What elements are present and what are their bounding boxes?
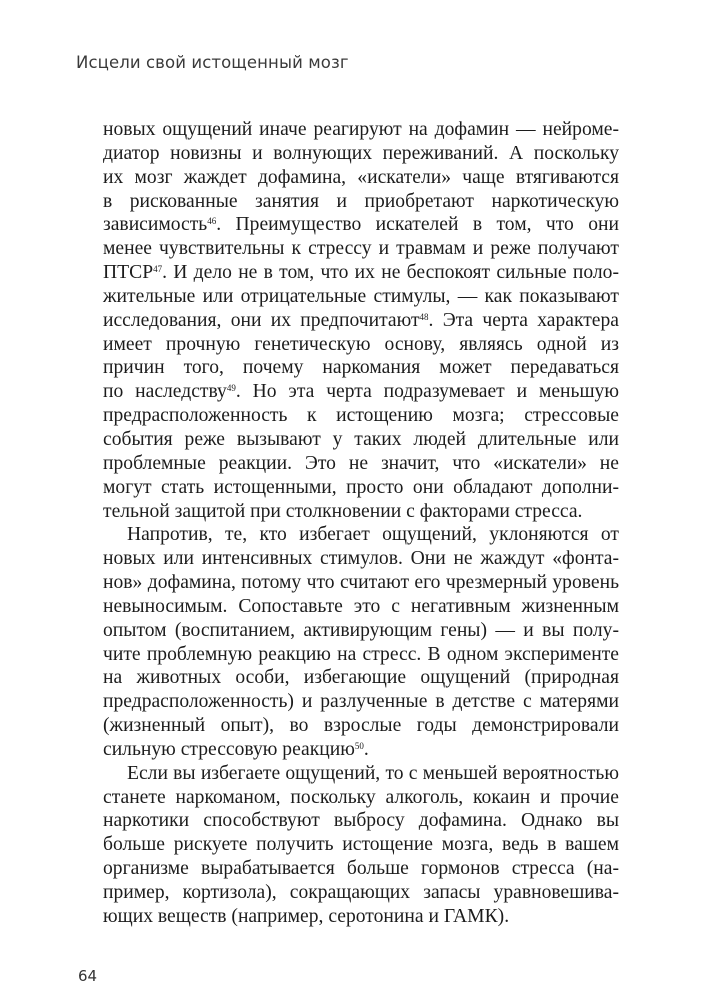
text-run: на животных особи, избегающие ощущений (природная — [103, 667, 619, 689]
text-line — [103, 547, 619, 571]
text-run: менее чувствительны к стрессу и травмам и реже получают — [103, 238, 619, 260]
page-number: 64 — [78, 967, 98, 985]
text-run: предрасположенность) и разлученные в детстве с матерями — [103, 691, 619, 713]
text-line — [103, 476, 619, 500]
paragraph — [103, 762, 619, 929]
text-run: события реже вызывают у таких людей длительные или — [103, 428, 619, 450]
text-run: пример, кортизола), сокращающих запасы уравновешива- — [103, 882, 619, 903]
text-run: могут стать истощенными, просто они обладают дополни- — [103, 476, 619, 498]
text-run: диатор новизны и волнующих переживаний. А поскольку — [103, 142, 619, 164]
text-line — [103, 690, 619, 714]
text-line — [103, 190, 619, 214]
text-line — [103, 905, 619, 929]
text-line — [103, 666, 619, 690]
text-run: невыносимым. Сопоставьте это с негативным жизненным — [103, 595, 619, 617]
text-run: больше рискуете получить истощение мозга, ведь в вашем — [103, 834, 619, 856]
text-line — [103, 881, 619, 905]
text-run: опытом (воспитанием, активирующим гены) — и вы полу- — [103, 619, 619, 641]
text-run: в рискованные занятия и приобретают наркотическую — [103, 190, 619, 212]
text-run: Напротив, те, кто избегает ощущений, уклоняются от — [127, 524, 619, 546]
text-run: ПТСР — [103, 262, 154, 284]
text-run: новых или интенсивных стимулов. Они не жаждут «фонта- — [103, 548, 619, 570]
footnote-ref: 48 — [419, 311, 429, 322]
text-run: новых ощущений иначе реагируют на дофамин — нейроме- — [103, 119, 619, 140]
text-line — [103, 261, 619, 285]
text-line — [103, 786, 619, 810]
text-run: ющих веществ (например, серотонина и ГАМК). — [103, 905, 510, 927]
text-line — [103, 571, 619, 595]
text-line — [103, 428, 619, 452]
text-line — [103, 523, 619, 547]
text-line — [103, 166, 619, 190]
text-run: по наследству — [103, 381, 227, 403]
text-run: чите проблемную реакцию на стресс. В одном эксперименте — [103, 643, 619, 665]
text-line — [103, 738, 619, 762]
text-line — [103, 643, 619, 667]
text-run: имеет прочную генетическую основу, являясь одной из — [103, 333, 619, 355]
footnote-ref: 49 — [226, 383, 236, 394]
paragraph — [103, 523, 619, 761]
text-line — [103, 595, 619, 619]
text-run: . Преимущество искателей в том, что они — [216, 214, 619, 236]
text-run: их мозг жаждет дофамина, «искатели» чаще втягиваются — [103, 166, 619, 188]
footnote-ref: 50 — [354, 740, 364, 751]
text-run: тельной защитой при столкновении с факторами стресса. — [103, 500, 583, 522]
text-run: Если вы избегаете ощущений, то с меньшей вероятностью — [127, 762, 619, 784]
text-line — [103, 404, 619, 428]
text-run: жительные или отрицательные стимулы, — как показывают — [103, 285, 619, 307]
running-head: Исцели свой истощенный мозг — [76, 53, 349, 72]
text-line — [103, 285, 619, 309]
text-line — [103, 118, 619, 142]
text-line — [103, 833, 619, 857]
text-run: нов» дофамина, потому что считают его чрезмерный уровень — [103, 572, 619, 594]
text-run: . Но эта черта подразумевает и меньшую — [235, 381, 619, 403]
text-run: станете наркоманом, поскольку алкоголь, кокаин и прочие — [103, 786, 619, 808]
text-run: предрасположенность к истощению мозга; стрессовые — [103, 405, 619, 427]
text-line — [103, 237, 619, 261]
text-run: исследования, они их предпочитают — [103, 309, 420, 331]
text-run: (жизненный опыт), во взрослые годы демонстрировали — [103, 715, 619, 737]
text-line — [103, 619, 619, 643]
text-line — [103, 762, 619, 786]
text-line — [103, 380, 619, 404]
footnote-ref: 46 — [207, 216, 217, 227]
text-line — [103, 857, 619, 881]
text-line — [103, 809, 619, 833]
paragraph — [103, 118, 619, 523]
text-run: организме вырабатывается больше гормонов стресса (на- — [103, 858, 619, 880]
body-text — [103, 118, 619, 929]
text-run: . Эта черта характера — [428, 309, 619, 331]
text-line — [103, 500, 619, 524]
text-line — [103, 142, 619, 166]
footnote-ref: 47 — [153, 264, 163, 275]
text-run: сильную стрессовую реакцию — [103, 738, 355, 760]
text-line — [103, 452, 619, 476]
text-run: зависимость — [103, 214, 208, 236]
text-run: причин того, почему наркомания может передаваться — [103, 357, 619, 379]
text-line — [103, 213, 619, 237]
text-run: наркотики способствуют выбросу дофамина. Однако вы — [103, 810, 619, 832]
text-run: . — [363, 738, 369, 760]
text-line — [103, 356, 619, 380]
text-run: . И дело не в том, что их не беспокоят сильные поло- — [162, 262, 619, 284]
text-line — [103, 309, 619, 333]
text-line — [103, 714, 619, 738]
text-line — [103, 333, 619, 357]
text-run: проблемные реакции. Это не значит, что «искатели» не — [103, 452, 619, 474]
